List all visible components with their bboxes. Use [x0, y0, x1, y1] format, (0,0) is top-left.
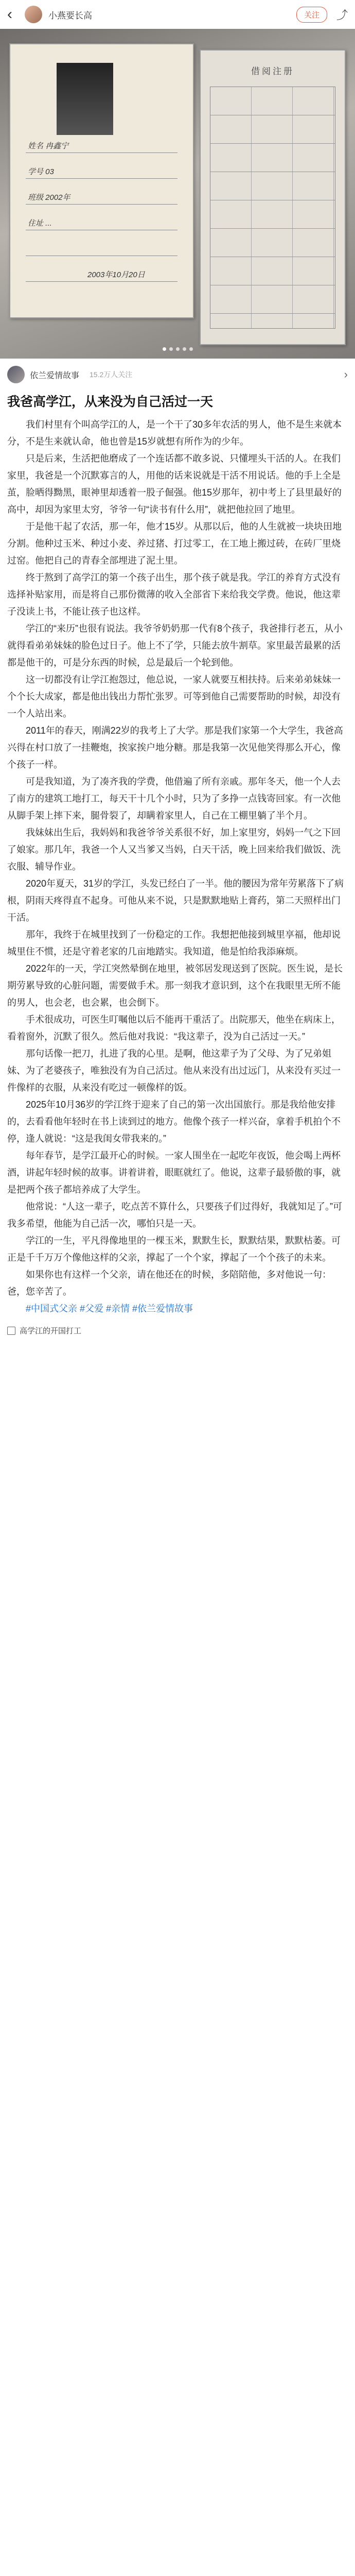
article-paragraph: 他常说：“人这一辈子，吃点苦不算什么，只要孩子们过得好，我就知足了。”可我多希望，他能为自己活一次，哪怕只是一天。 [7, 1201, 342, 1229]
article-tags[interactable]: #中国式父亲 #父爱 #亲情 #依兰爱情故事 [26, 1303, 193, 1314]
article-paragraph: 手术很成功，可医生叮嘱他以后不能再干重活了。出院那天，他坐在病床上，看着窗外，沉默了很久。然后他对我说：“我这辈子，没为自己活过一天。” [7, 1014, 341, 1042]
article-paragraph: 只是后来，生活把他磨成了一个连话都不敢多说、只懂埋头干活的人。在我们家里，我爸是一个沉默寡言的人，用他的话来说就是干活不用说话。他的手上全是茧，脸晒得黝黑，眼神里却透着一股子倔强。他15岁那年，初中考上了县里最好的高中，却因为家里太穷，爷爷一句“读书有什么用”，就把他拉回了地里。 [7, 453, 342, 515]
article-paragraph: 学江的“来历”也很有说法。我爷爷奶奶那一代有8个孩子，我爸排行老五，从小就得看弟弟妹妹的脸色过日子。他上不了学，只能去放牛割草。家里最苦最累的活都是他干的，可是分东西的时候，总是最后一个轮到他。 [7, 623, 343, 668]
footer-link-text: 高学江的开国打工 [20, 1327, 82, 1336]
top-bar [0, 0, 355, 29]
follow-button[interactable]: 关注 [296, 7, 327, 23]
handwriting: 班级 2002年 [28, 193, 70, 202]
footer-link[interactable] [0, 1324, 355, 1338]
handwriting: 住址 ... [28, 219, 52, 228]
avatar[interactable] [25, 6, 42, 23]
student-card [9, 43, 194, 318]
article-paragraph: 2025年10月36岁的学江终于迎来了自己的第一次出国旅行。那是我给他安排的，去看看他年轻时在书上读到过的地方。他像个孩子一样兴奋，拿着手机拍个不停，逢人就说：“这是我闺女带我来的。” [7, 1099, 341, 1144]
article-paragraph: 2020年夏天，31岁的学江，头发已经白了一半。他的腰因为常年劳累落下了病根，阴雨天疼得直不起身。可他从来不说，只是默默地贴上膏药，第二天照样出门干活。 [7, 878, 344, 923]
article-paragraph: 2022年的一天，学江突然晕倒在地里，被邻居发现送到了医院。医生说，是长期劳累导致的心脏问题，需要做手术。那一刻我才意识到，这个在我眼里无所不能的男人，也会老，也会累，也会倒下。 [7, 963, 343, 1008]
cover-photo[interactable] [0, 29, 355, 359]
portrait-photo [57, 63, 113, 135]
article-paragraph: 每年春节，是学江最开心的时候。一家人围坐在一起吃年夜饭，他会喝上两杯酒，讲起年轻时候的故事。讲着讲着，眼眶就红了。他说，这辈子最骄傲的事，就是把两个孩子都培养成了大学生。 [7, 1150, 341, 1195]
borrow-card [200, 49, 346, 345]
author-fans: 15.2万人关注 [90, 370, 133, 379]
article-paragraph: 终于熬到了高学江的第一个孩子出生，那个孩子就是我。学江的养育方式没有选择补贴家用，而是将自己那份微薄的收入全部省下来给我交学费。他说，他这辈子没读上书，不能让孩子也这样。 [7, 572, 341, 617]
author-name[interactable]: 依兰爱情故事 [30, 371, 80, 380]
article-paragraph: 可是我知道，为了凑齐我的学费，他借遍了所有亲戚。那年冬天，他一个人去了南方的建筑工地打工，每天干十几个小时，只为了多挣一点钱寄回家。有一次他从脚手架上摔下来，腿骨裂了，却瞒着家里人，自己在工棚里躺了半个月。 [7, 776, 341, 821]
username[interactable]: 小燕要长高 [48, 10, 92, 21]
article-paragraph: 如果你也有这样一个父亲，请在他还在的时候，多陪陪他，多对他说一句：爸，您辛苦了。 [7, 1269, 331, 1297]
author-row [0, 359, 355, 391]
article-paragraph: 学江的一生，平凡得像地里的一棵玉米，默默生长，默默结果，默默枯萎。可正是千千万万个像他这样的父亲，撑起了一个个家，撑起了一个个孩子的未来。 [7, 1235, 341, 1263]
article-paragraph: 我们村里有个叫高学江的人，是一个干了30多年农活的男人，他不是生来就本分，不是生来就认命，他也曾是15岁就想有所作为的少年。 [7, 419, 342, 447]
article-paragraph: 2011年的春天，刚满22岁的我考上了大学。那是我们家第一个大学生，我爸高兴得在村口放了一挂鞭炮，挨家挨户地分糖。那是我第一次见他笑得那么开心，像个孩子一样。 [7, 725, 343, 770]
share-icon[interactable]: ⤴ [336, 8, 348, 22]
card-title: 借阅注册 [251, 66, 294, 76]
article-body [0, 416, 355, 1317]
handwriting: 姓名 冉鑫宁 [28, 142, 69, 150]
article-paragraph: 我妹妹出生后，我妈妈和我爸爷爷关系很不好，加上家里穷，妈妈一气之下回了娘家。那几年，我爸一个人又当爹又当妈，白天干活，晚上回来给我们做饭、洗衣服、辅导作业。 [7, 827, 341, 872]
article-paragraph: 那句话像一把刀，扎进了我的心里。是啊，他这辈子为了父母、为了兄弟姐妹、为了老婆孩子，唯独没有为自己活过。他从来没有出过远门，从来没有买过一件像样的衣服，从来没有吃过一顿像样的饭。 [7, 1048, 341, 1093]
document-icon [7, 1327, 15, 1335]
back-arrow-icon[interactable]: ‹ [7, 6, 12, 23]
article-paragraph: 那年，我终于在城里找到了一份稳定的工作。我想把他接到城里享福，他却说城里住不惯，还是守着老家的几亩地踏实。我知道，他是怕给我添麻烦。 [7, 929, 341, 957]
article-paragraph: 于是他干起了农活，那一年，他才15岁。从那以后，他的人生就被一块块田地分割。他种过玉米、种过小麦、养过猪、打过零工，在工地上搬过砖，在砖厂里烧过窑。他把自己的青春全部埋进了泥土里。 [7, 521, 342, 566]
carousel-dots [0, 344, 355, 353]
author-avatar[interactable] [7, 366, 25, 383]
handwriting: 2003年10月20日 [87, 270, 145, 279]
article-paragraph: 这一切都没有让学江抱怨过，他总说，一家人就要互相扶持。后来弟弟妹妹一个个长大成家，都是他出钱出力帮忙张罗。可等到他自己需要帮助的时候，却没有一个人站出来。 [7, 674, 341, 719]
handwriting: 学号 03 [28, 167, 54, 176]
more-icon[interactable]: › [344, 368, 348, 381]
article-title: 我爸高学江，从来没为自己活过一天 [7, 395, 214, 409]
